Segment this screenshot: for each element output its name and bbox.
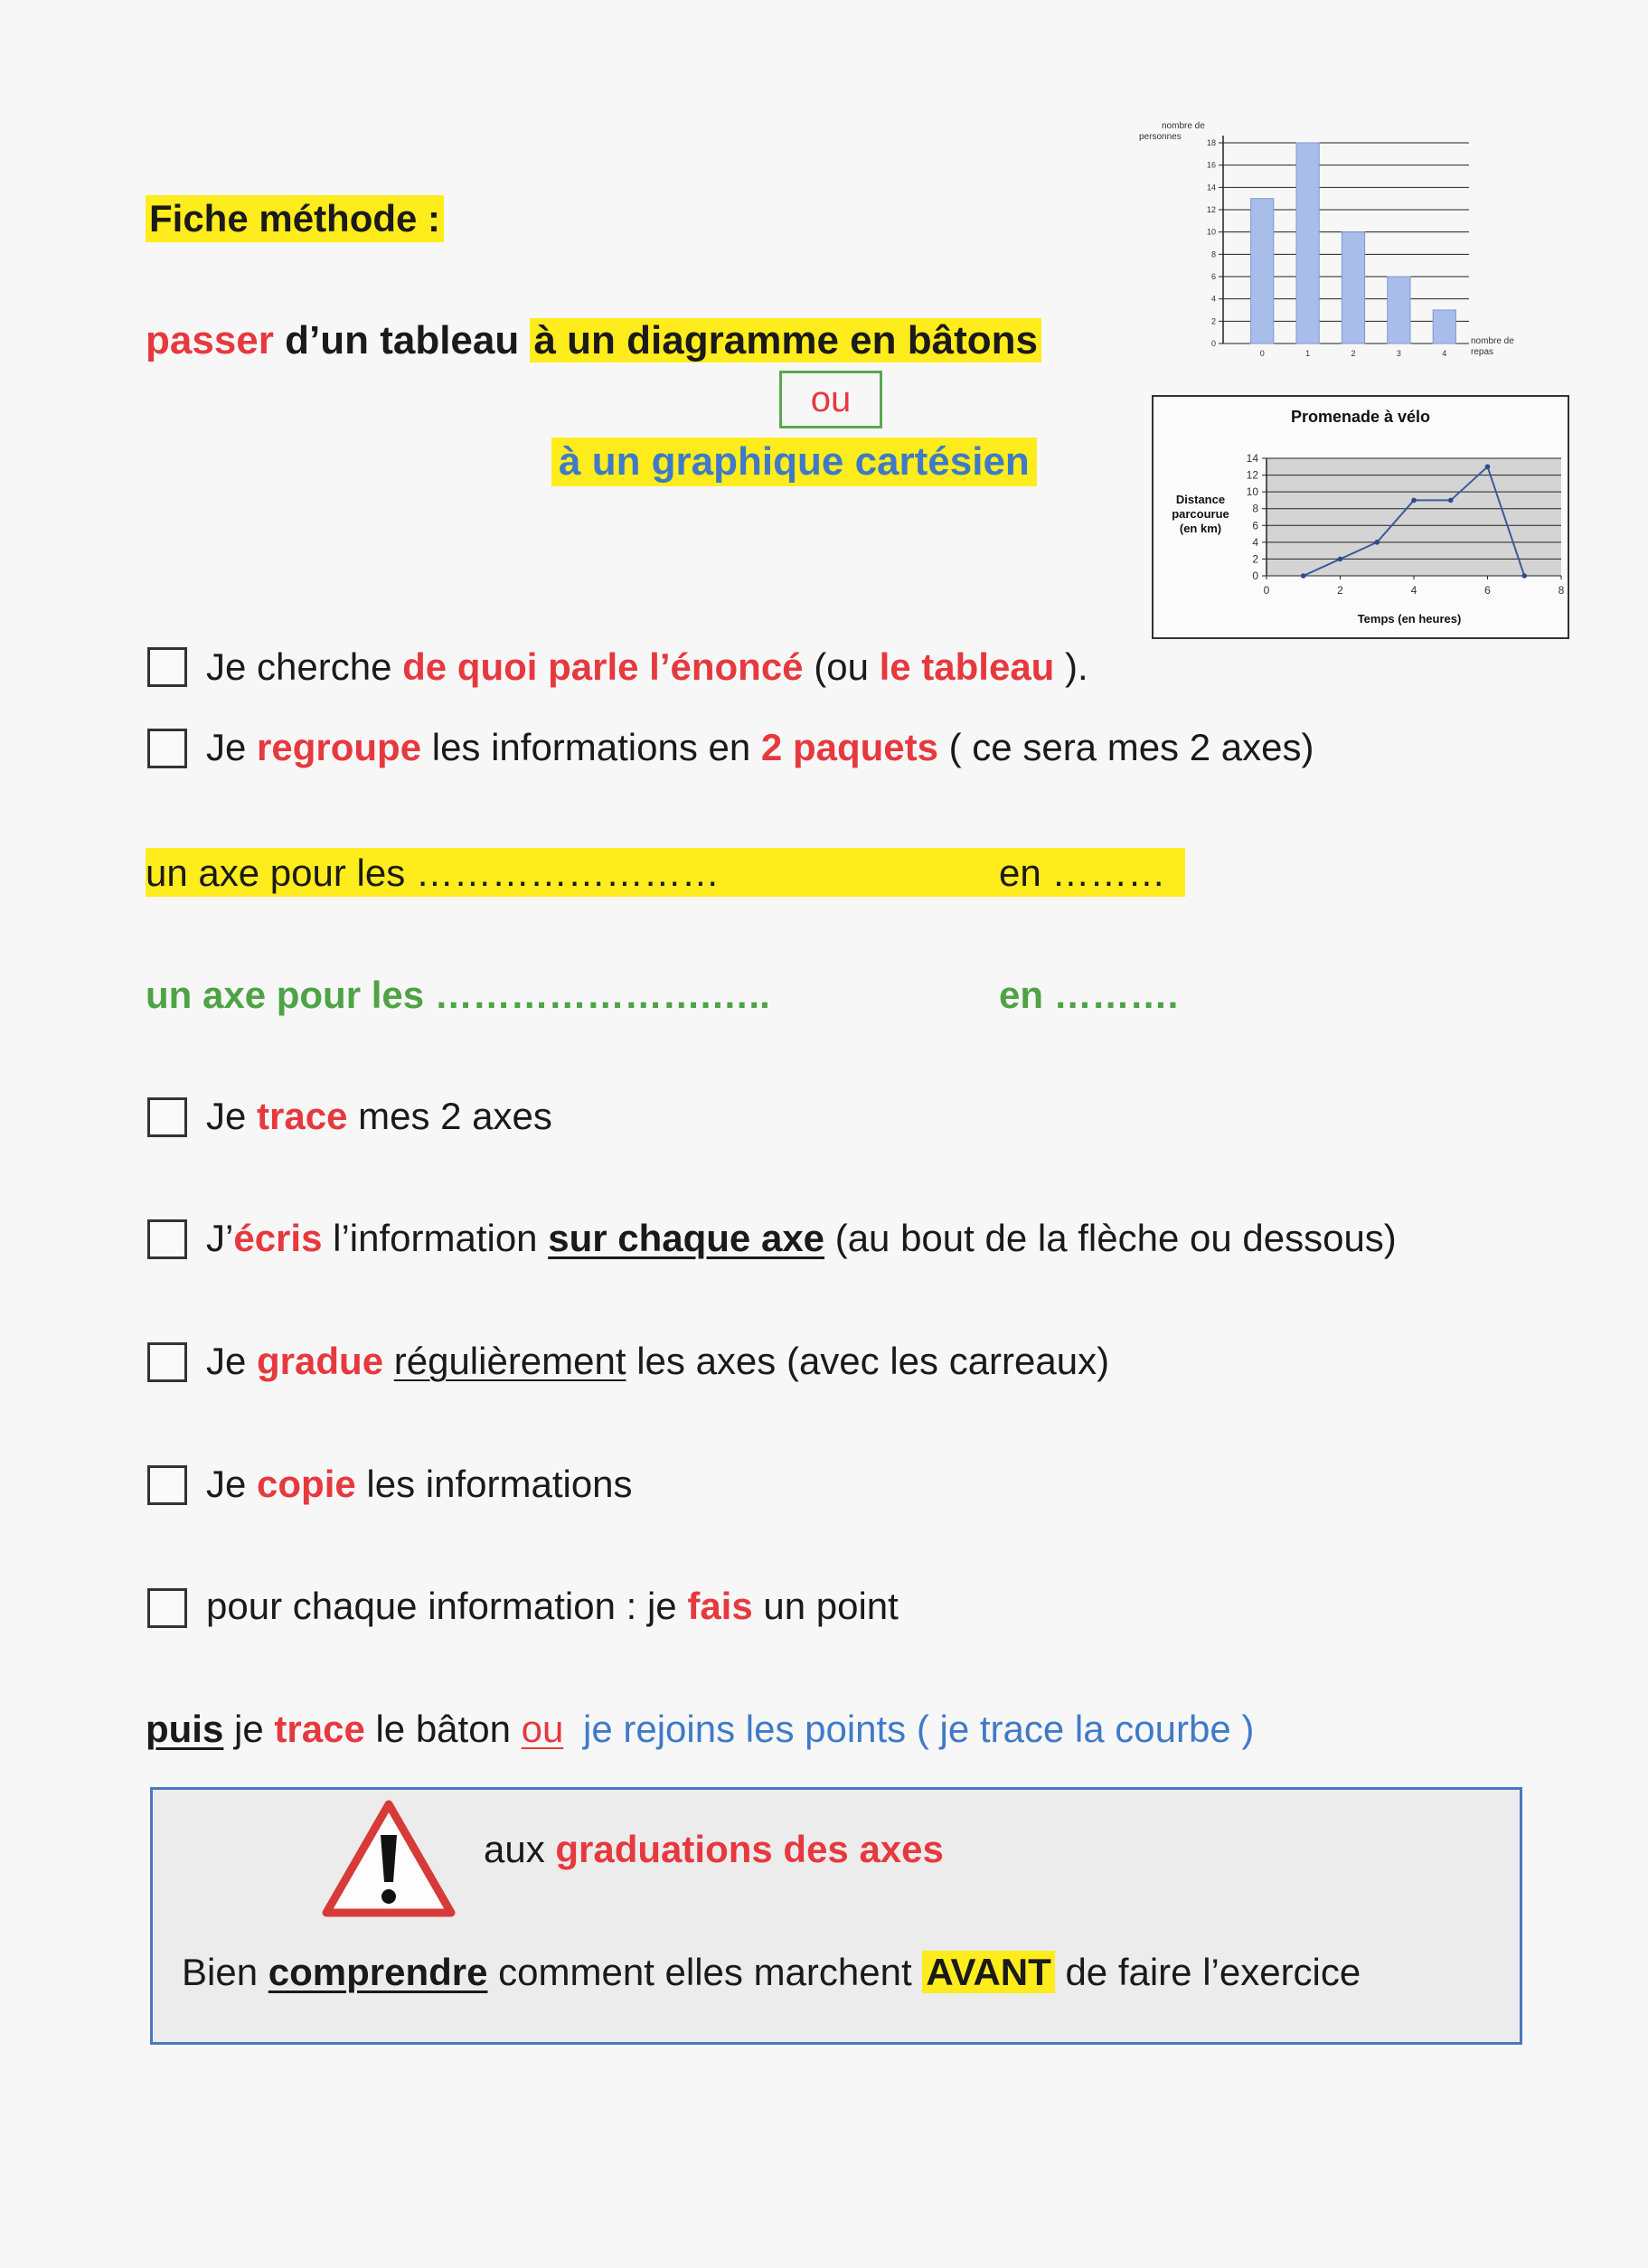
bar-ytick-label: 16 xyxy=(1206,160,1216,170)
bar-ytick-label: 8 xyxy=(1210,249,1216,259)
line-point xyxy=(1448,498,1454,503)
subtitle-line-1 xyxy=(146,318,1041,363)
warning-e: comment elles marchent xyxy=(498,1951,912,1993)
s4-d: sur chaque axe xyxy=(548,1217,825,1259)
warning-line-1 xyxy=(484,1828,944,1871)
line-point xyxy=(1301,573,1306,579)
line-point xyxy=(1411,498,1417,503)
subtitle-tableau: d’un tableau xyxy=(285,318,520,362)
s1-a: Je cherche xyxy=(206,645,392,688)
warning-line-2 xyxy=(182,1951,1361,1994)
checkbox-1[interactable] xyxy=(147,647,187,687)
warning-f: AVANT xyxy=(922,1951,1054,1993)
s8-f: je rejoins les points ( je trace la courbe ) xyxy=(583,1708,1255,1750)
bar-chart xyxy=(1135,116,1541,369)
bar-chart-ylabel-2: personnes xyxy=(1139,132,1182,142)
bar-xtick-label: 0 xyxy=(1259,349,1265,358)
title-text: Fiche méthode : xyxy=(149,197,441,240)
axis-line-2 xyxy=(146,974,770,1017)
warning-d: comprendre xyxy=(268,1951,488,1993)
s5-b: gradue xyxy=(257,1340,384,1382)
line-point xyxy=(1338,557,1343,562)
s2-b: regroupe xyxy=(257,726,422,768)
bar-ytick-label: 14 xyxy=(1206,183,1216,193)
bar-1 xyxy=(1296,143,1319,343)
checkbox-2[interactable] xyxy=(147,729,187,768)
bar-chart-ylabel-1: nombre de xyxy=(1162,121,1205,131)
step-6 xyxy=(206,1463,633,1506)
checkbox-4[interactable] xyxy=(147,1219,187,1259)
axis2-b: en ………. xyxy=(999,974,1179,1016)
s3-a: Je xyxy=(206,1095,247,1137)
checkbox-7[interactable] xyxy=(147,1588,187,1628)
bar-0 xyxy=(1251,199,1274,343)
s4-c: l’information xyxy=(333,1217,538,1259)
s6-a: Je xyxy=(206,1463,247,1505)
s1-e: ). xyxy=(1065,645,1088,688)
bar-ytick-label: 4 xyxy=(1210,294,1216,304)
s2-d: 2 paquets xyxy=(760,726,938,768)
s5-a: Je xyxy=(206,1340,247,1382)
s4-b: écris xyxy=(233,1217,323,1259)
bar-ytick-label: 6 xyxy=(1210,272,1216,281)
ou-text: ou xyxy=(810,380,852,419)
step-5 xyxy=(206,1340,1109,1383)
line-ytick-label: 2 xyxy=(1252,552,1258,566)
warning-c: Bien xyxy=(182,1951,259,1993)
line-chart-title: Promenade à vélo xyxy=(1290,408,1431,426)
checkbox-6[interactable] xyxy=(147,1465,187,1505)
bar-xtick-label: 2 xyxy=(1351,349,1356,358)
bar-chart-xlabel-2: repas xyxy=(1471,347,1494,357)
step-3 xyxy=(206,1095,552,1138)
line-ytick-label: 10 xyxy=(1246,485,1258,499)
axis-line-1-unit xyxy=(999,852,1165,895)
s8-e: ou xyxy=(521,1708,564,1750)
warning-b: graduations des axes xyxy=(555,1828,944,1870)
line-xtick-label: 0 xyxy=(1263,584,1270,597)
line-xtick-label: 6 xyxy=(1484,584,1491,597)
step-7 xyxy=(206,1585,899,1628)
axis-line-2-unit xyxy=(999,974,1178,1017)
line-chart-xlabel: Temps (en heures) xyxy=(1357,612,1462,626)
s7-b: fais xyxy=(687,1585,753,1627)
s6-b: copie xyxy=(257,1463,356,1505)
checkbox-5[interactable] xyxy=(147,1342,187,1382)
warning-g: de faire l’exercice xyxy=(1065,1951,1361,1993)
axis1-a: un axe pour les …………………… xyxy=(146,852,720,894)
warning-icon xyxy=(321,1799,457,1918)
axis2-a: un axe pour les ………………….….. xyxy=(146,974,770,1016)
warning-box xyxy=(150,1787,1522,2045)
s8-b: je xyxy=(234,1708,264,1750)
ou-box xyxy=(779,371,882,428)
bar-ytick-label: 10 xyxy=(1206,227,1216,237)
step-1 xyxy=(206,645,1088,689)
line-ytick-label: 0 xyxy=(1252,569,1258,582)
bar-ytick-label: 18 xyxy=(1206,138,1216,147)
warning-a: aux xyxy=(484,1828,545,1870)
bar-ytick-label: 0 xyxy=(1210,339,1216,348)
s7-c: un point xyxy=(763,1585,899,1627)
s3-b: trace xyxy=(257,1095,348,1137)
s8-d: le bâton xyxy=(375,1708,511,1750)
line-plot-area xyxy=(1267,458,1561,576)
bar-2 xyxy=(1342,232,1364,343)
line-xtick-label: 4 xyxy=(1410,584,1417,597)
line-point xyxy=(1374,540,1380,545)
line-chart xyxy=(1154,397,1568,637)
axis-line-1 xyxy=(146,852,720,895)
s5-d: les axes (avec les carreaux) xyxy=(636,1340,1110,1382)
checkbox-3[interactable] xyxy=(147,1097,187,1137)
line-chart-ylabel-3: (en km) xyxy=(1179,522,1222,535)
s1-b: de quoi parle l’énoncé xyxy=(402,645,804,688)
s8-a: puis xyxy=(146,1708,224,1750)
subtitle-passer: passer xyxy=(146,318,274,362)
subtitle-graphique-text: à un graphique cartésien xyxy=(559,439,1030,484)
s2-e: ( ce sera mes 2 axes) xyxy=(948,726,1314,768)
line-ytick-label: 4 xyxy=(1252,535,1258,549)
s4-a: J’ xyxy=(206,1217,234,1259)
s1-c: (ou xyxy=(814,645,869,688)
s5-c: régulièrement xyxy=(393,1340,626,1382)
line-ytick-label: 12 xyxy=(1246,468,1258,482)
bar-ytick-label: 12 xyxy=(1206,205,1216,214)
line-ytick-label: 14 xyxy=(1246,452,1258,465)
subtitle-diagramme: à un diagramme en bâtons xyxy=(530,318,1041,362)
bar-xtick-label: 3 xyxy=(1396,349,1401,358)
s8-c: trace xyxy=(274,1708,365,1750)
s6-c: les informations xyxy=(366,1463,633,1505)
line-ytick-label: 8 xyxy=(1252,502,1258,515)
line-chart-frame xyxy=(1152,395,1569,639)
line-chart-ylabel-2: parcourue xyxy=(1172,507,1229,521)
page-title xyxy=(146,195,444,242)
bar-xtick-label: 4 xyxy=(1442,349,1447,358)
line-ytick-label: 6 xyxy=(1252,519,1258,532)
s1-d: le tableau xyxy=(879,645,1055,688)
bar-4 xyxy=(1433,310,1455,343)
line-chart-ylabel-1: Distance xyxy=(1175,493,1226,506)
line-xtick-label: 8 xyxy=(1558,584,1565,597)
s2-c: les informations en xyxy=(431,726,751,768)
s3-c: mes 2 axes xyxy=(358,1095,552,1137)
line-xtick-label: 2 xyxy=(1337,584,1343,597)
step-8 xyxy=(146,1708,1254,1751)
line-point xyxy=(1521,573,1527,579)
bar-ytick-label: 2 xyxy=(1210,316,1216,326)
step-2 xyxy=(206,726,1314,769)
line-point xyxy=(1485,464,1491,469)
bar-chart-xlabel-1: nombre de xyxy=(1471,336,1514,346)
axis1-b: en ……… xyxy=(999,852,1166,894)
s2-a: Je xyxy=(206,726,247,768)
s4-e: (au bout de la flèche ou dessous) xyxy=(834,1217,1397,1259)
bar-xtick-label: 1 xyxy=(1305,349,1311,358)
subtitle-graphique xyxy=(551,438,1037,486)
s7-a: pour chaque information : je xyxy=(206,1585,677,1627)
step-4 xyxy=(206,1217,1397,1260)
bar-3 xyxy=(1388,277,1410,343)
